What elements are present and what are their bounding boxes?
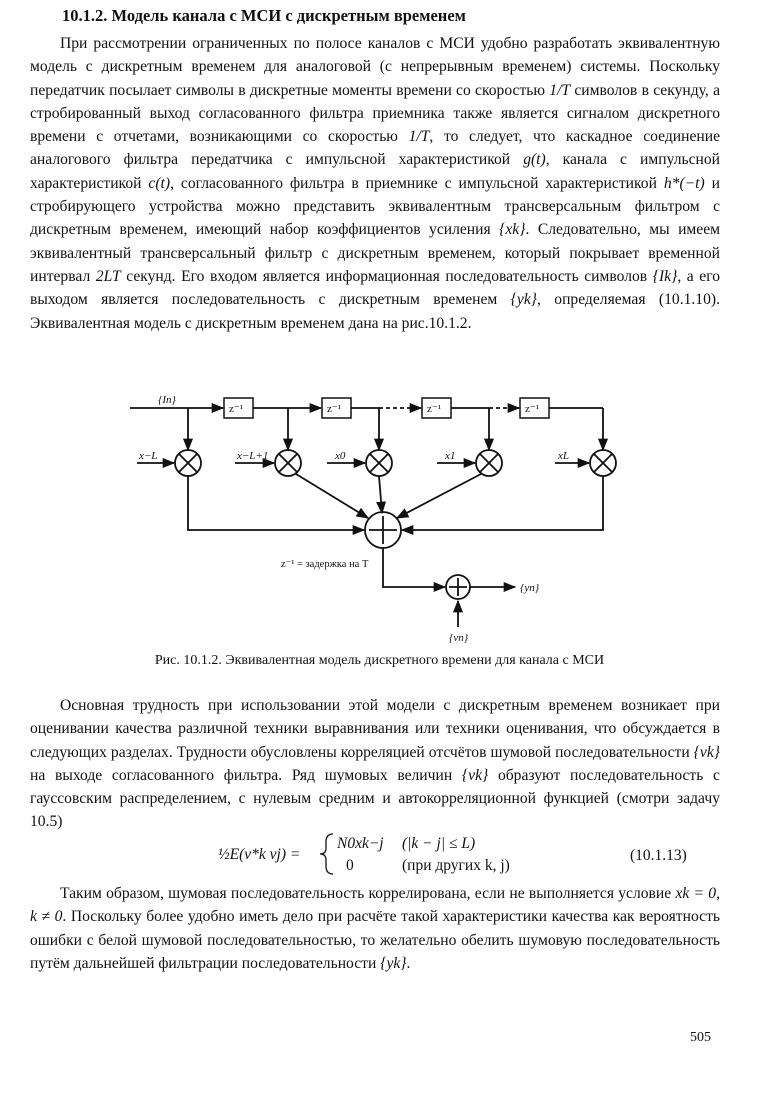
math-inline: {Ik} xyxy=(652,267,678,285)
coef-label: xL xyxy=(558,450,569,462)
math-inline: {vk} xyxy=(461,766,489,784)
delay-label: z⁻¹ xyxy=(427,403,441,415)
equation-lhs: ½E(v*k vj) = xyxy=(218,846,301,863)
delay-label: z⁻¹ xyxy=(229,403,243,415)
equation-case2-value: 0 xyxy=(346,857,354,874)
noise-label: {vn} xyxy=(449,632,469,644)
figure-caption: Рис. 10.1.2. Эквивалентная модель дискретного времени для канала с МСИ xyxy=(154,653,605,668)
delay-label: z⁻¹ xyxy=(327,403,341,415)
paragraph-difficulty: Основная трудность при использовании этой модели с дискретным временем возникает при оценивании качества различной техники выравнивания или техники оценивания, что обсуждается в следующих разделах. Трудности обусловлены корреляцией отсчётов шумовой последовательности {vk} на выходе согласованного фильтра. Ряд шумовых величин {vk} образуют последовательность с гауссовским распределением, с нулевым средним и автокорреляционной функцией (смотри задачу 10.5) xyxy=(30,697,720,831)
math-inline: 2LT xyxy=(95,267,121,285)
coef-label: x1 xyxy=(445,450,456,462)
equation-case2-cond: (при других k, j) xyxy=(402,857,510,874)
math-inline: {xk} xyxy=(499,221,526,239)
delay-note: z⁻¹ = задержка на T xyxy=(281,559,369,570)
math-inline: {vk} xyxy=(693,743,720,761)
section-heading: 10.1.2. Модель канала с МСИ с дискретным временем xyxy=(62,6,466,25)
equation-number: (10.1.13) xyxy=(630,847,687,864)
math-inline: xk = 0, k ≠ 0 xyxy=(30,885,720,926)
math-inline: {yk} xyxy=(510,291,537,309)
math-inline: c(t) xyxy=(148,174,171,192)
paragraph-intro: При рассмотрении ограниченных по полосе каналов с МСИ удобно разработать эквивалентную модель с дискретным временем для аналоговой (с непрерывным временем) системы. Поскольку передатчик посылает символы в дискретные моменты времени со скоростью 1/T символов в секунду, а стробированный выход согласованного фильтра приемника также является сигналом дискретного времени с отчетами, возникающими со скоростью 1/T, то следует, что каскадное соединение аналогового фильтра передатчика с импульсной характеристикой g(t), канала с импульсной характеристикой c(t), согласованного фильтра в приемнике с импульсной характеристикой h*(−t) и стробирующего устройства можно представить эквивалентным трансверсальным фильтром с дискретным временем, имеющий набор коэффициентов усиления {xk}. Следовательно, мы имеем эквивалентный трансверсальный фильтр с дискретным временем, который покрывает временной интервал 2LT секунд. Его входом является информационная последовательность символов {Ik}, а его выходом является последовательность с дискретным временем {yk}, определяемая (10.1.10). Эквивалентная модель с дискретным временем дана на рис.10.1.2. xyxy=(30,35,721,332)
math-inline: {yk} xyxy=(380,954,407,972)
input-label: {In} xyxy=(158,394,176,406)
equation-case1-value: N0xk−j xyxy=(337,835,384,852)
page-number: 505 xyxy=(690,1030,711,1045)
block-diagram xyxy=(95,385,655,645)
coef-label: x0 xyxy=(335,450,346,462)
math-inline: 1/T xyxy=(549,81,571,99)
math-inline: h*(−t) xyxy=(663,174,705,192)
paragraph-conclusion: Таким образом, шумовая последовательность коррелирована, если не выполняется условие xk = 0, k ≠ 0. Поскольку более удобно иметь дело при расчёте такой характеристики качества как вероятность ошибки с белой шумовой последовательностью, то желательно обелить шумовую последовательность путём дальнейшей фильтрации последовательности {yk}. xyxy=(30,885,720,972)
math-inline: 1/T xyxy=(408,128,430,146)
coef-label: x−L xyxy=(139,450,158,462)
equation-10-1-13 xyxy=(0,826,759,882)
math-inline: g(t) xyxy=(523,151,546,169)
delay-label: z⁻¹ xyxy=(525,403,539,415)
output-label: {yn} xyxy=(520,582,540,594)
equation-case1-cond: (|k − j| ≤ L) xyxy=(402,835,476,852)
coef-label: x−L+1 xyxy=(237,450,269,462)
